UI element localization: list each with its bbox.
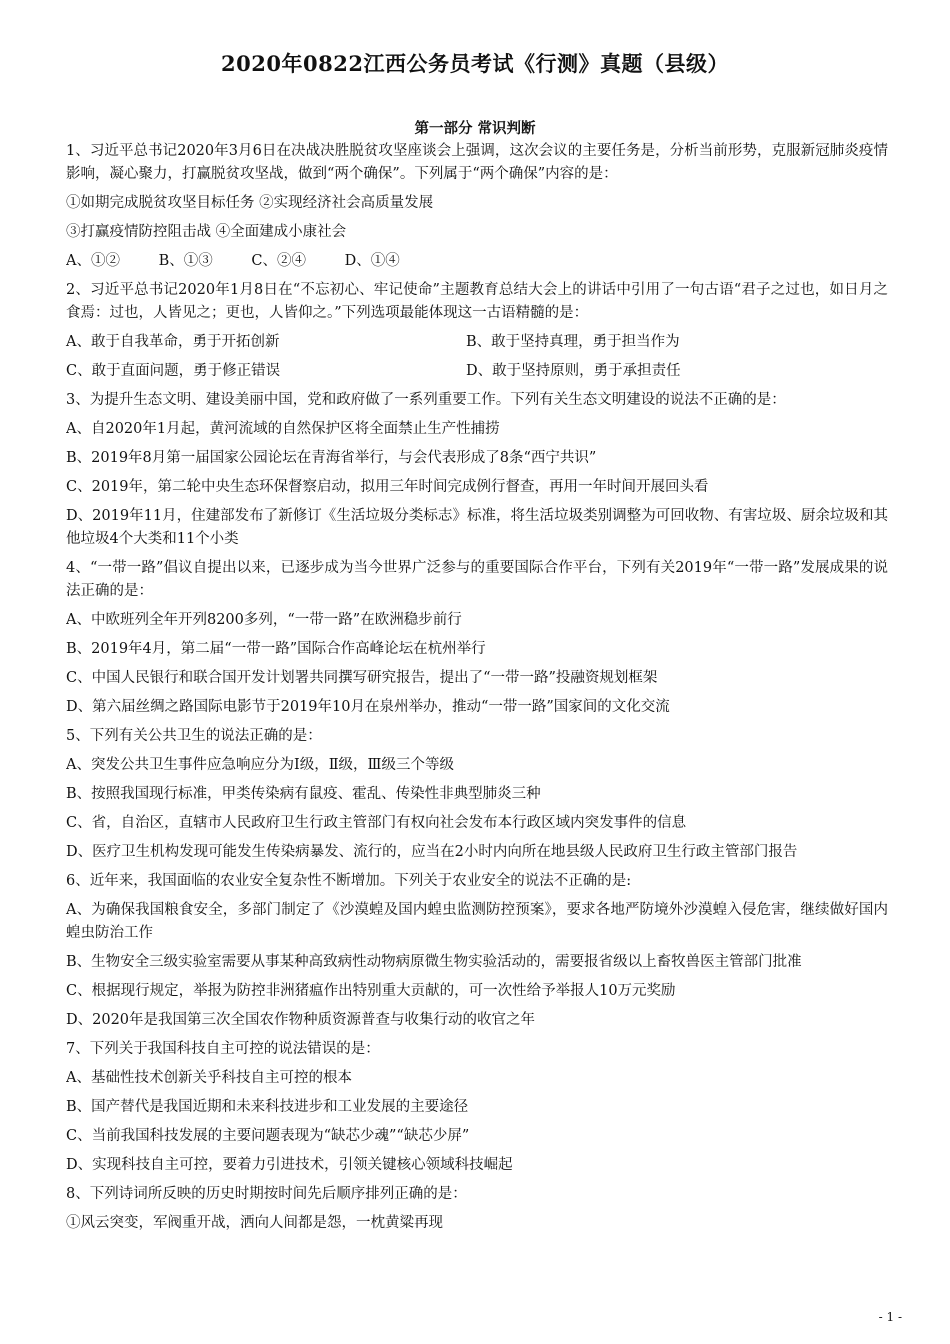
page-number: - 1 - bbox=[878, 1310, 902, 1324]
question-7-stem: 7、下列关于我国科技自主可控的说法错误的是： bbox=[66, 1041, 380, 1057]
question-3-option-a: A、自2020年1月起，黄河流域的自然保护区将全面禁止生产性捕捞 bbox=[66, 421, 500, 437]
question-1-items-line-2: ③打赢疫情防控阻击战 ④全面建成小康社会 bbox=[66, 224, 347, 240]
question-4-option-a: A、中欧班列全年开列8200多列，“一带一路”在欧洲稳步前行 bbox=[66, 612, 462, 628]
question-4-option-c: C、中国人民银行和联合国开发计划署共同撰写研究报告，提出了“一带一路”投融资规划框架 bbox=[66, 670, 658, 686]
question-6-stem: 6、近年来，我国面临的农业安全复杂性不断增加。下列关于农业安全的说法不正确的是: bbox=[66, 873, 632, 889]
question-1-option-b: B、①③ bbox=[158, 253, 213, 269]
question-1-items-line-1: ①如期完成脱贫攻坚目标任务 ②实现经济社会高质量发展 bbox=[66, 195, 434, 211]
question-2-option-c: C、敢于直面问题，勇于修正错误 bbox=[66, 363, 281, 379]
question-4-option-d: D、第六届丝绸之路国际电影节于2019年10月在泉州举办，推动“一带一路”国家间的文化交流 bbox=[66, 699, 670, 715]
question-1-option-d: D、①④ bbox=[344, 253, 400, 269]
question-4-stem: 4、“一带一路”倡议自提出以来，已逐步成为当今世界广泛参与的重要国际合作平台，下列有关2019年“一带一路”发展成果的说法正确的是： bbox=[66, 560, 888, 599]
question-2-option-d: D、敢于坚持原则，勇于承担责任 bbox=[466, 363, 681, 379]
question-3-option-d: D、2019年11月，住建部发布了新修订《生活垃圾分类标志》标准，将生活垃圾类别调整为可回收物、有害垃圾、厨余垃圾和其他垃圾4个大类和11个小类 bbox=[66, 508, 888, 547]
question-1-stem: 1、习近平总书记2020年3月6日在决战决胜脱贫攻坚座谈会上强调，这次会议的主要任务是，分析当前形势，克服新冠肺炎疫情影响，凝心聚力，打赢脱贫攻坚战，做到“两个确保”。下列属于“两个确保”内容的是： bbox=[66, 143, 888, 182]
question-7-option-d: D、实现科技自主可控，要着力引进技术，引领关键核心领域科技崛起 bbox=[66, 1157, 513, 1173]
document-title: 2020年0822江西公务员考试《行测》真题（县级） bbox=[221, 51, 729, 76]
question-2-option-b: B、敢于坚持真理，勇于担当作为 bbox=[466, 334, 680, 350]
question-list bbox=[66, 140, 888, 1241]
question-8-item-1: ①风云突变，军阀重开战，洒向人间都是怨，一枕黄粱再现 bbox=[66, 1215, 443, 1231]
question-5-option-a: A、突发公共卫生事件应急响应分为Ⅰ级，Ⅱ级，Ⅲ级三个等级 bbox=[66, 757, 455, 773]
question-6-option-c: C、根据现行规定，举报为防控非洲猪瘟作出特别重大贡献的，可一次性给予举报人10万元奖励 bbox=[66, 983, 676, 999]
question-5-option-d: D、医疗卫生机构发现可能发生传染病暴发、流行的，应当在2小时内向所在地县级人民政府卫生行政主管部门报告 bbox=[66, 844, 798, 860]
question-6-option-a: A、为确保我国粮食安全，多部门制定了《沙漠蝗及国内蝗虫监测防控预案》，要求各地严防境外沙漠蝗入侵危害，继续做好国内蝗虫防治工作 bbox=[66, 902, 888, 941]
question-2-stem: 2、习近平总书记2020年1月8日在“不忘初心、牢记使命”主题教育总结大会上的讲话中引用了一句古语“君子之过也，如日月之食焉：过也，人皆见之；更也，人皆仰之。”下列选项最能体现这一古语精髓的是： bbox=[66, 282, 888, 321]
section-heading: 第一部分 常识判断 bbox=[414, 120, 536, 137]
question-3-option-b: B、2019年8月第一届国家公园论坛在青海省举行，与会代表形成了8条“西宁共识” bbox=[66, 450, 597, 466]
question-5-option-c: C、省，自治区，直辖市人民政府卫生行政主管部门有权向社会发布本行政区域内突发事件的信息 bbox=[66, 815, 687, 831]
question-5-option-b: B、按照我国现行标准，甲类传染病有鼠疫、霍乱、传染性非典型肺炎三种 bbox=[66, 786, 541, 802]
question-7-option-c: C、当前我国科技发展的主要问题表现为“缺芯少魂”“缺芯少屏” bbox=[66, 1128, 470, 1144]
question-6-option-d: D、2020年是我国第三次全国农作物种质资源普查与收集行动的收官之年 bbox=[66, 1012, 536, 1028]
question-2-options-row-1 bbox=[66, 331, 888, 354]
question-2-options-row-2 bbox=[66, 360, 888, 383]
question-7-option-b: B、国产替代是我国近期和未来科技进步和工业发展的主要途径 bbox=[66, 1099, 469, 1115]
question-1-option-a: A、①② bbox=[66, 253, 120, 269]
question-8-stem: 8、下列诗词所反映的历史时期按时间先后顺序排列正确的是： bbox=[66, 1186, 467, 1202]
question-1-options bbox=[66, 250, 888, 273]
question-1-option-c: C、②④ bbox=[251, 253, 306, 269]
question-3-stem: 3、为提升生态文明、建设美丽中国，党和政府做了一系列重要工作。下列有关生态文明建设的说法不正确的是： bbox=[66, 392, 786, 408]
question-2-option-a: A、敢于自我革命，勇于开拓创新 bbox=[66, 334, 280, 350]
question-5-stem: 5、下列有关公共卫生的说法正确的是： bbox=[66, 728, 322, 744]
question-6-option-b: B、生物安全三级实验室需要从事某种高致病性动物病原微生物实验活动的，需要报省级以上畜牧兽医主管部门批准 bbox=[66, 954, 802, 970]
question-7-option-a: A、基础性技术创新关乎科技自主可控的根本 bbox=[66, 1070, 352, 1086]
question-4-option-b: B、2019年4月，第二届“一带一路”国际合作高峰论坛在杭州举行 bbox=[66, 641, 486, 657]
question-3-option-c: C、2019年，第二轮中央生态环保督察启动，拟用三年时间完成例行督查，再用一年时间开展回头看 bbox=[66, 479, 709, 495]
